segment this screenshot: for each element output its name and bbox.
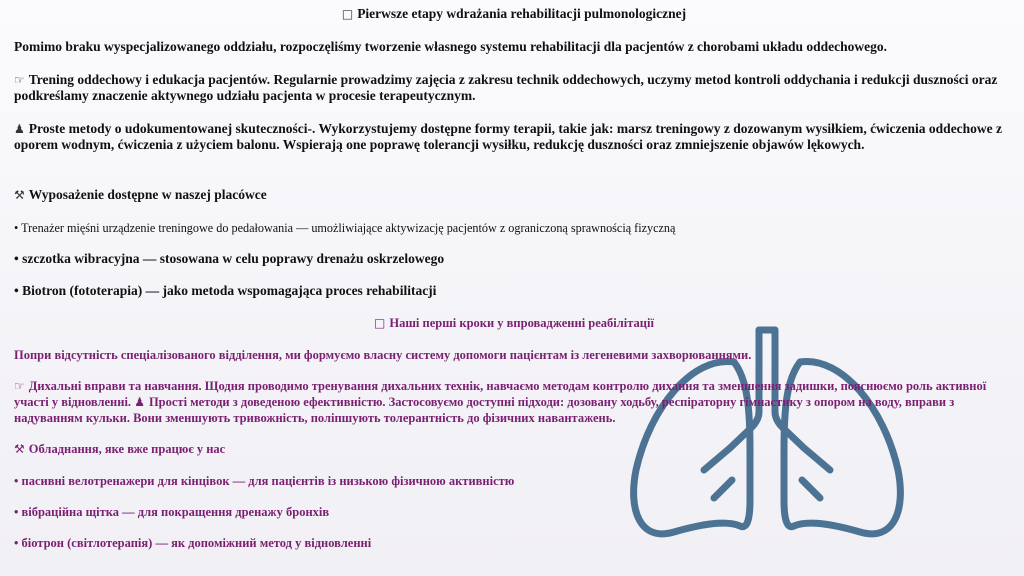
ukrainian-intro: Попри відсутність спеціалізованого відділення, ми формуємо власну систему допомоги пацієнтам із легеневими захворюваннями. [14, 348, 752, 362]
box-glyph-icon: □ [374, 316, 386, 330]
tools-icon: ⚒ [14, 188, 25, 202]
tools-icon: ⚒ [14, 442, 25, 456]
ukrainian-title: □ Наші перші кроки у впровадженні реабілітації [374, 316, 654, 330]
ukrainian-equipment-heading: ⚒ Обладнання, яке вже працює у нас [14, 442, 226, 456]
polish-title: □ Pierwsze etapy wdrażania rehabilitacji pulmonologicznej [341, 6, 687, 21]
polish-intro: Pomimo braku wyspecjalizowanego oddziału, rozpoczęliśmy tworzenie własnego systemu rehabilitacji dla pacjentów z chorobami układu oddechowego. [14, 39, 887, 54]
ukrainian-equipment-item: • вібраційна щітка — для покращення дренажу бронхів [14, 505, 330, 519]
walking-person-icon: ♟ [14, 122, 25, 136]
box-glyph-icon: □ [341, 7, 354, 21]
ukrainian-equipment-item: • пасивні велотренажери для кінцівок — для пацієнтів із низькою фізичною активністю [14, 474, 515, 488]
ukrainian-breathing-paragraph: ☞ Дихальні вправи та навчання. Щодня проводимо тренування дихальних технік, навчаємо методам контролю дихання та зменшення задишки, пояснюємо роль активної участі у відновленні. ♟ Прості методи з доведеною ефективністю. Застосовуємо доступні підходи: дозовану ходьбу, респіраторну гімнастику з опором на воду, вправи з надуванням кульки. Вони зменшують тривожність, поліпшують толерантність до фізичних навантажень. [14, 379, 987, 425]
walking-person-icon: ♟ [134, 395, 145, 409]
polish-methods-paragraph: ♟ Proste metody o udokumentowanej skuteczności-. Wykorzystujemy dostępne formy terapii, takie jak: marsz treningowy z dozowanym wysiłkiem, ćwiczenia oddechowe z oporem wodnym, ćwiczenia z użyciem balonu. Wspierają one poprawę tolerancji wysiłku, redukcję duszności oraz zmniejszenie objawów lękowych. [14, 121, 1003, 152]
polish-equipment-heading: ⚒ Wyposażenie dostępne w naszej placówce [14, 187, 267, 202]
pointing-hand-icon: ☞ [14, 379, 25, 393]
pointing-hand-icon: ☞ [14, 73, 25, 87]
polish-equipment-item: • Biotron (fototerapia) — jako metoda wspomagająca proces rehabilitacji [14, 283, 437, 298]
ukrainian-equipment-item: • біотрон (світлотерапія) — як допоміжний метод у відновленні [14, 536, 372, 550]
polish-breathing-paragraph: ☞ Trening oddechowy i edukacja pacjentów. Regularnie prowadzimy zajęcia z zakresu technik oddechowych, uczymy metod kontroli oddychania i redukcji duszności oraz podkreślamy znaczenie aktywnego udziału pacjenta w procesie terapeutycznym. [14, 72, 998, 103]
polish-equipment-item: • Trenażer mięśni urządzenie treningowe do pedałowania — umożliwiające aktywizację pacjentów z ograniczoną sprawnością fizyczną [14, 221, 676, 235]
polish-equipment-item: • szczotka wibracyjna — stosowana w celu poprawy drenażu oskrzelowego [14, 251, 445, 266]
